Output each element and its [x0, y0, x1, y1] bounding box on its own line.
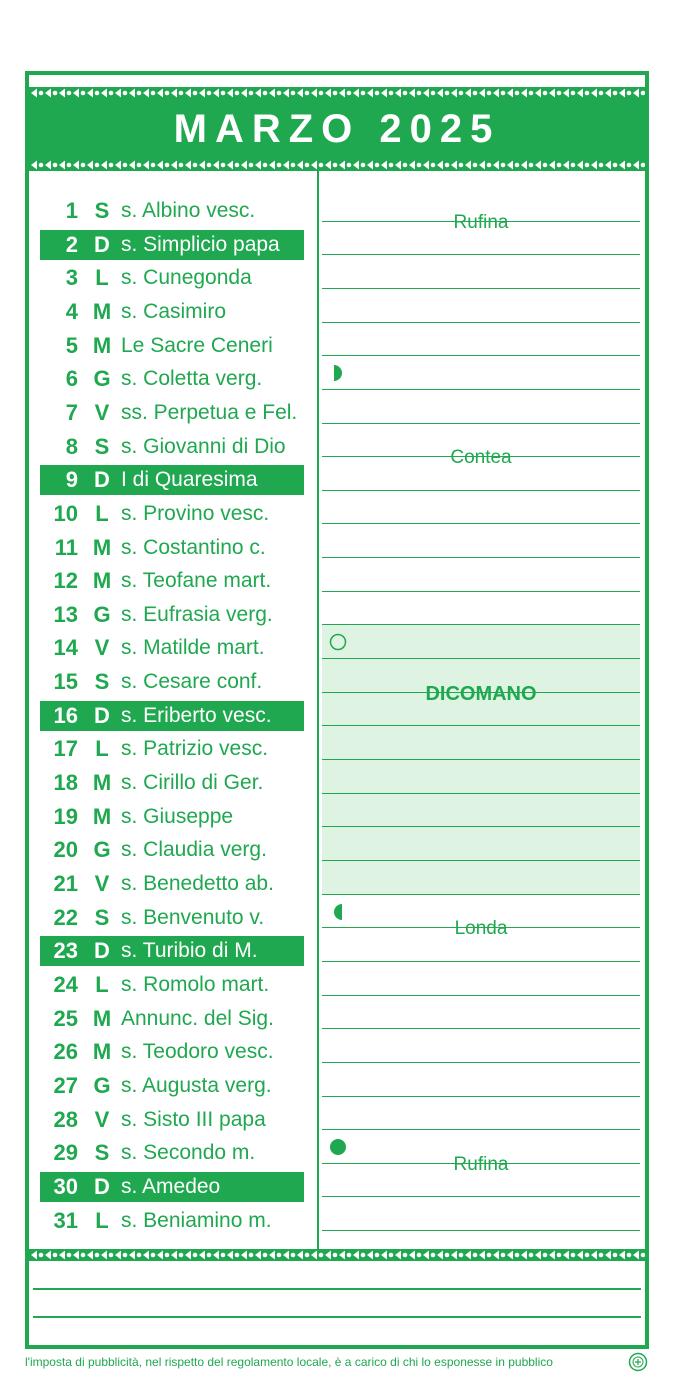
header-bottom-ornament — [29, 159, 645, 171]
weekday-letter: L — [95, 1207, 109, 1233]
weekday-letter: D — [94, 467, 110, 493]
day-row-9 — [40, 465, 304, 495]
day-row-28 — [40, 1105, 304, 1135]
saint-name: s. Albino vesc. — [121, 199, 256, 222]
saint-name: s. Romolo mart. — [121, 972, 270, 996]
day-number: 30 — [53, 1173, 78, 1199]
weekday-letter: S — [94, 198, 110, 223]
day-row-29 — [40, 1138, 304, 1168]
day-number: 9 — [65, 467, 78, 493]
saint-name: s. Matilde mart. — [121, 636, 265, 660]
day-row-31 — [40, 1206, 304, 1236]
saint-name: s. Costantino c. — [121, 535, 266, 559]
day-number: 19 — [53, 803, 78, 829]
weekday-letter: M — [92, 332, 112, 358]
weekday-letter: L — [95, 500, 109, 526]
weekday-letter: D — [94, 702, 110, 728]
saint-name: s. Augusta verg. — [121, 1073, 272, 1097]
full-moon-icon — [328, 632, 348, 652]
weekday-letter: D — [94, 1173, 110, 1199]
weekday-letter: G — [93, 366, 111, 392]
saint-name: s. Cesare conf. — [121, 670, 263, 694]
saint-name: s. Sisto III papa — [121, 1107, 266, 1131]
saint-name: s. Patrizio vesc. — [121, 737, 269, 761]
note-slot-9 — [322, 447, 640, 491]
note-slot-24 — [322, 962, 640, 996]
day-row-18 — [40, 768, 304, 798]
day-row-8 — [40, 432, 304, 462]
saint-name: s. Turibio di M. — [121, 939, 258, 963]
weekday-letter: S — [94, 1140, 110, 1166]
weekday-letter: S — [94, 669, 110, 695]
day-row-1 — [40, 196, 304, 226]
weekday-letter: M — [92, 568, 112, 594]
note-slot-25 — [322, 996, 640, 1030]
day-row-16 — [40, 701, 304, 731]
saint-name: s. Coletta verg. — [121, 367, 263, 391]
saint-name: s. Giovanni di Dio — [121, 434, 286, 458]
note-slot-7 — [322, 390, 640, 424]
day-row-7 — [40, 398, 304, 428]
weekday-letter: L — [95, 265, 109, 291]
day-row-6 — [40, 364, 304, 394]
saint-name: s. Secondo m. — [121, 1141, 256, 1165]
note-slot-12 — [322, 558, 640, 592]
day-row-19 — [40, 802, 304, 832]
day-number: 13 — [53, 601, 78, 627]
saint-name: s. Beniamino m. — [121, 1208, 272, 1232]
day-row-22 — [40, 903, 304, 933]
day-number: 5 — [65, 332, 78, 358]
day-row-21 — [40, 869, 304, 899]
day-number: 23 — [53, 938, 78, 964]
note-slot-28 — [322, 1097, 640, 1131]
weekday-letter: D — [94, 231, 110, 257]
day-number: 4 — [65, 298, 78, 324]
day-row-23 — [40, 936, 304, 966]
weekday-letter: S — [94, 904, 110, 930]
saint-name: Annunc. del Sig. — [121, 1006, 274, 1030]
day-row-15 — [40, 667, 304, 697]
day-number: 3 — [65, 265, 78, 291]
saint-name: Le Sacre Ceneri — [121, 333, 273, 357]
day-row-26 — [40, 1037, 304, 1067]
note-slot-6 — [322, 356, 640, 390]
note-slot-2 — [322, 211, 640, 256]
day-number: 29 — [53, 1140, 78, 1166]
day-number: 21 — [53, 871, 78, 896]
note-slot-27 — [322, 1063, 640, 1097]
day-number: 10 — [53, 500, 78, 526]
day-row-4 — [40, 297, 304, 327]
weekday-letter: L — [95, 736, 109, 762]
day-number: 31 — [53, 1207, 78, 1233]
day-number: 7 — [65, 399, 78, 425]
first-quarter-icon — [328, 363, 348, 383]
weekday-letter: S — [94, 433, 110, 459]
day-number: 26 — [53, 1039, 78, 1065]
day-row-24 — [40, 970, 304, 1000]
weekday-letter: V — [94, 871, 110, 896]
weekday-letter: V — [94, 399, 110, 425]
weekday-letter: M — [92, 803, 112, 829]
note-slot-21 — [322, 861, 640, 895]
day-number: 17 — [53, 736, 78, 762]
saint-name: s. Teodoro vesc. — [121, 1040, 274, 1064]
day-number: 11 — [54, 534, 78, 560]
header-top-ornament — [29, 87, 645, 99]
weekday-letter: M — [92, 1039, 112, 1065]
note-slot-23 — [322, 918, 640, 962]
market-label: Londa — [454, 918, 508, 940]
day-number: 8 — [65, 433, 78, 459]
saint-name: s. Claudia verg. — [121, 838, 267, 862]
day-number: 20 — [53, 837, 78, 863]
saint-name: I di Quaresima — [121, 468, 258, 492]
day-row-11 — [40, 533, 304, 563]
footer-note-line-2 — [33, 1316, 641, 1318]
weekday-letter: V — [94, 635, 110, 661]
day-number: 18 — [53, 770, 78, 796]
market-label: Contea — [450, 447, 512, 469]
saint-name: s. Eufrasia verg. — [121, 602, 273, 626]
market-label: Rufina — [453, 1153, 509, 1175]
day-number: 1 — [65, 198, 78, 223]
weekday-letter: D — [94, 938, 110, 964]
day-number: 24 — [53, 971, 78, 997]
weekday-letter: M — [92, 1005, 112, 1031]
weekday-letter: M — [92, 770, 112, 796]
note-slot-4 — [322, 289, 640, 323]
day-row-5 — [40, 331, 304, 361]
day-row-30 — [40, 1172, 304, 1202]
saint-name: s. Amedeo — [121, 1174, 221, 1198]
day-number: 22 — [53, 904, 78, 930]
saint-name: s. Cunegonda — [121, 266, 252, 290]
day-row-3 — [40, 263, 304, 293]
stamp-seal-icon — [628, 1352, 648, 1372]
note-slot-10 — [322, 491, 640, 525]
note-slot-14 — [322, 625, 640, 659]
note-slot-17 — [322, 726, 640, 760]
market-label: DICOMANO — [425, 682, 537, 705]
saint-name: s. Casimiro — [121, 299, 227, 323]
month-header — [29, 87, 645, 171]
saint-name: s. Giuseppe — [121, 804, 234, 828]
saint-name: s. Teofane mart. — [121, 569, 272, 593]
day-number: 2 — [65, 231, 78, 257]
day-row-17 — [40, 734, 304, 764]
saint-name: s. Benedetto ab. — [121, 872, 274, 895]
day-row-12 — [40, 566, 304, 596]
saint-name: s. Cirillo di Ger. — [121, 771, 264, 795]
day-number: 15 — [53, 669, 78, 695]
note-slot-16 — [322, 682, 640, 727]
day-row-20 — [40, 835, 304, 865]
weekday-letter: V — [94, 1106, 110, 1132]
footer-ornament — [29, 1249, 645, 1261]
day-row-27 — [40, 1071, 304, 1101]
note-slot-3 — [322, 255, 640, 289]
day-number: 14 — [53, 635, 78, 661]
note-slot-20 — [322, 827, 640, 861]
footer-note-line-1 — [33, 1288, 641, 1290]
day-row-2 — [40, 230, 304, 260]
note-slot-30 — [322, 1153, 640, 1198]
weekday-letter: M — [92, 534, 112, 560]
note-slot-26 — [322, 1029, 640, 1063]
day-row-25 — [40, 1004, 304, 1034]
day-number: 28 — [53, 1106, 78, 1132]
day-row-14 — [40, 633, 304, 663]
saint-name: ss. Perpetua e Fel. — [121, 400, 298, 424]
month-title: MARZO 2025 — [173, 107, 501, 151]
weekday-letter: M — [92, 298, 112, 324]
saint-name: s. Benvenuto v. — [121, 905, 265, 929]
day-number: 16 — [53, 702, 78, 728]
weekday-letter: G — [93, 837, 111, 863]
market-label: Rufina — [453, 211, 509, 233]
note-slot-19 — [322, 794, 640, 828]
note-slot-13 — [322, 592, 640, 626]
day-number: 25 — [53, 1005, 78, 1031]
saint-name: s. Provino vesc. — [121, 501, 270, 525]
day-row-10 — [40, 499, 304, 529]
saint-name: s. Eriberto vesc. — [121, 703, 272, 727]
note-slot-18 — [322, 760, 640, 794]
weekday-letter: G — [93, 601, 111, 627]
saint-name: s. Simplicio papa — [121, 232, 280, 256]
day-number: 27 — [53, 1072, 78, 1098]
day-number: 12 — [53, 568, 78, 594]
tax-disclaimer: l'imposta di pubblicità, nel rispetto del regolamento locale, è a carico di chi lo esponesse in pubblico — [25, 1355, 553, 1369]
day-number: 6 — [65, 366, 78, 392]
weekday-letter: L — [95, 971, 109, 997]
note-slot-31 — [322, 1198, 640, 1232]
note-slot-11 — [322, 525, 640, 559]
weekday-letter: G — [93, 1072, 111, 1098]
day-row-13 — [40, 600, 304, 630]
note-slot-5 — [322, 323, 640, 357]
